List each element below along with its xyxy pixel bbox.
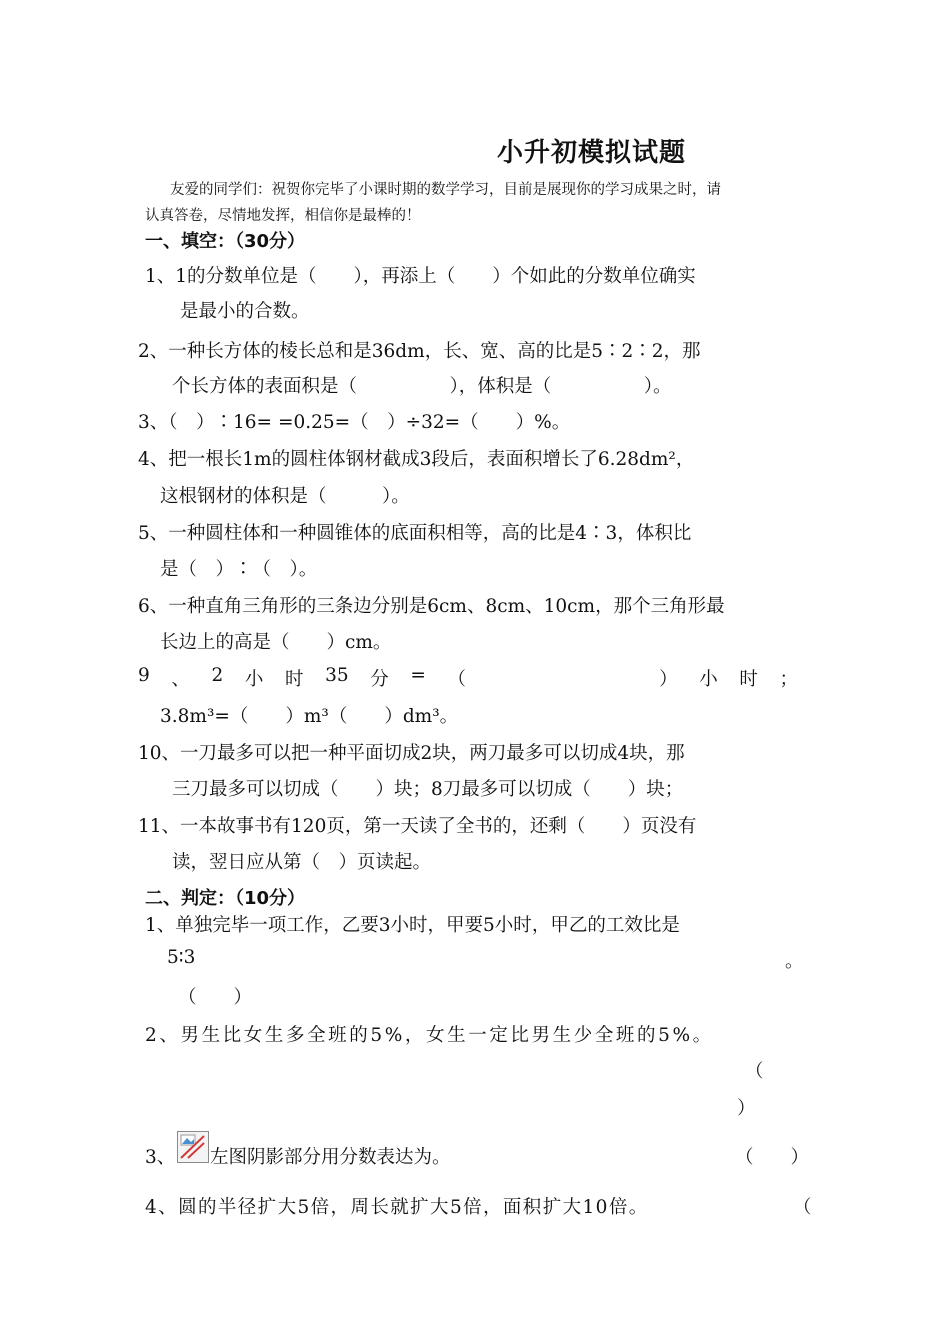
q11-line-2: 读，翌日应从第（ ）页读起。 <box>172 852 432 873</box>
q9-part: （ <box>447 669 466 690</box>
q9-part: 35 <box>325 665 349 686</box>
j1-line-2: 5∶3 <box>167 947 196 968</box>
j2-paren-close: ） <box>737 1098 756 1119</box>
q1-line-1: 1、1的分数单位是（ ），再添上（ ）个如此的分数单位确实 <box>145 266 696 287</box>
q9-part: = <box>410 665 426 686</box>
j1-line-1: 1、单独完毕一项工作，乙要3小时，甲要5小时，甲乙的工效比是 <box>145 915 680 936</box>
q9-part: 9 <box>138 665 150 686</box>
j3-number: 3、 <box>145 1147 176 1168</box>
section-2-heading: 二、判定：（10分） <box>145 888 306 909</box>
intro-line-1: 友爱的同学们：祝贺你完毕了小课时期的数学学习，目前是展现你的学习成果之时，请 <box>170 182 721 198</box>
q9-line-1 <box>138 665 798 691</box>
q2-line-1: 2、一种长方体的棱长总和是36dm，长、宽、高的比是5∶2∶2，那 <box>138 341 701 362</box>
q9-part: 2 <box>211 665 224 686</box>
q6-line-2: 长边上的高是（ ）cm。 <box>160 632 392 653</box>
q11-line-1: 11、一本故事书有120页，第一天读了全书的，还剩（ ）页没有 <box>138 816 697 837</box>
j3-text: 左图阴影部分用分数表达为。 <box>210 1147 451 1168</box>
q5-line-2: 是（ ）∶（ ）。 <box>160 559 318 580</box>
q9-part: 时 <box>284 669 304 690</box>
q9-part: ； <box>779 669 798 690</box>
j4-line-1: 4、圆的半径扩大5倍，周长就扩大5倍，面积扩大10倍。 <box>145 1197 649 1218</box>
q5-line-1: 5、一种圆柱体和一种圆锥体的底面积相等，高的比是4∶3，体积比 <box>138 523 692 544</box>
q3-line: 3、（ ）∶16= =0.25=（ ）÷32=（ ）%。 <box>138 412 571 433</box>
q9-part: 、 <box>171 669 190 690</box>
q9-part: 小 <box>244 669 264 690</box>
j4-paren-open: （ <box>793 1197 812 1218</box>
q6-line-1: 6、一种直角三角形的三条边分别是6cm、8cm、10cm，那个三角形最 <box>138 596 725 617</box>
q9-part: 小 <box>699 669 718 690</box>
q10-line-1: 10、一刀最多可以把一种平面切成2块，两刀最多可以切成4块，那 <box>138 743 685 764</box>
q9-part: 分 <box>370 669 389 690</box>
j1-answer-paren: （ ） <box>178 987 253 1008</box>
q9-line-2: 3.8m³=（ ）m³（ ）dm³。 <box>160 706 459 727</box>
q9-part: ） <box>659 669 678 690</box>
q4-line-2: 这根钢材的体积是（ ）。 <box>160 486 410 507</box>
section-1-heading: 一、填空：（30分） <box>145 231 306 252</box>
q10-line-2: 三刀最多可以切成（ ）块；8刀最多可以切成（ ）块； <box>172 779 684 800</box>
q1-line-2: 是最小的合数。 <box>180 301 310 322</box>
j3-answer-paren: （ ） <box>735 1147 810 1168</box>
j2-line-1: 2、男生比女生多全班的5%，女生一定比男生少全班的5%。 <box>145 1025 714 1046</box>
page-title: 小升初模拟试题 <box>497 138 687 168</box>
j2-paren-open: （ <box>745 1061 764 1082</box>
shaded-figure-image <box>177 1131 209 1163</box>
intro-line-2: 认真答卷，尽情地发挥，相信你是最棒的！ <box>145 208 421 224</box>
j1-period: 。 <box>785 951 804 972</box>
q2-line-2: 个长方体的表面积是（ ），体积是（ ）。 <box>172 376 672 397</box>
broken-image-icon <box>178 1132 208 1162</box>
q4-line-1: 4、把一根长1m的圆柱体钢材截成3段后，表面积增长了6.28dm²， <box>138 449 695 470</box>
q9-part: 时 <box>739 669 758 690</box>
